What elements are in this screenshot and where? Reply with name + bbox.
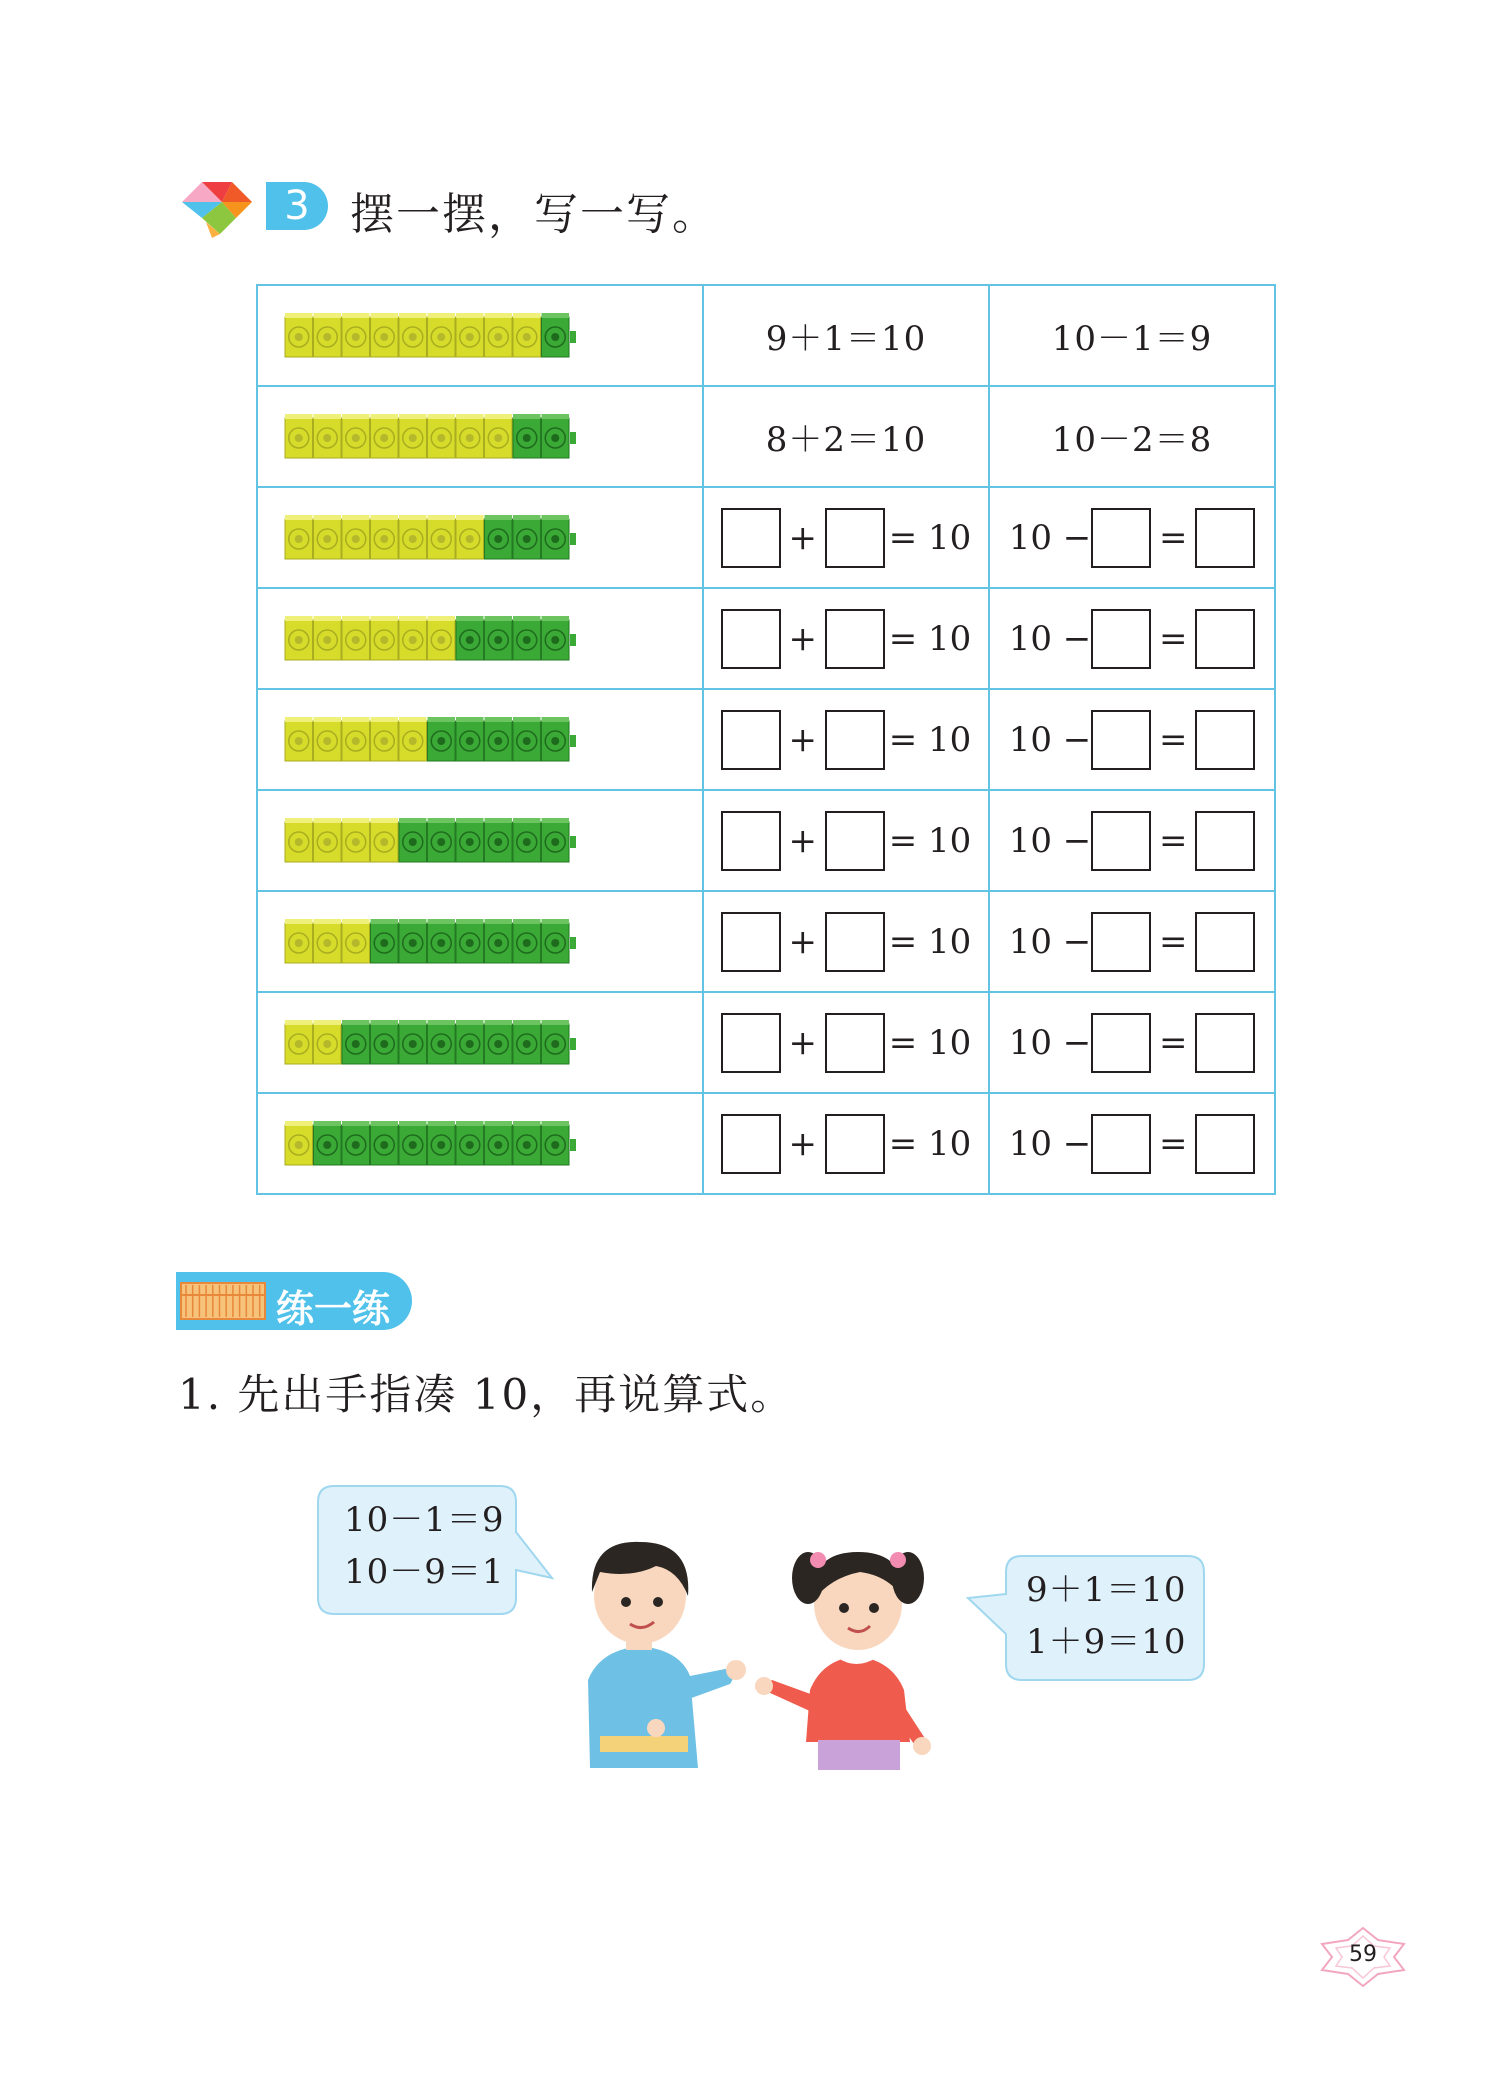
green-cube	[485, 919, 513, 963]
plus-sign: +	[788, 921, 817, 962]
green-cube	[342, 1121, 370, 1165]
equals-ten: = 10	[888, 1022, 972, 1063]
equals-ten: = 10	[888, 820, 972, 861]
cube-connector	[570, 1139, 576, 1151]
answer-box[interactable]	[1195, 912, 1255, 972]
table-row	[257, 487, 1275, 588]
green-cube	[456, 616, 484, 660]
answer-box[interactable]	[721, 1114, 781, 1174]
yellow-cube	[314, 515, 342, 559]
yellow-cube	[513, 313, 541, 357]
yellow-cube	[285, 919, 313, 963]
green-cube	[513, 1020, 541, 1064]
answer-box[interactable]	[1091, 609, 1151, 669]
yellow-cube	[285, 1121, 313, 1165]
cube-train	[284, 817, 579, 865]
yellow-cube	[399, 515, 427, 559]
cube-cell	[257, 487, 703, 588]
answer-box[interactable]	[1195, 508, 1255, 568]
green-cube	[456, 1020, 484, 1064]
answer-box[interactable]	[1091, 1114, 1151, 1174]
addition-blank-cell	[703, 689, 989, 790]
cube-cell	[257, 285, 703, 386]
answer-box[interactable]	[1091, 710, 1151, 770]
yellow-cube	[342, 616, 370, 660]
cube-connector	[570, 836, 576, 848]
yellow-cube	[285, 717, 313, 761]
section-title: 摆一摆，写一写。	[350, 189, 718, 240]
green-cube	[513, 818, 541, 862]
yellow-cube	[285, 616, 313, 660]
green-cube	[456, 717, 484, 761]
green-cube	[513, 1121, 541, 1165]
green-cube	[399, 1020, 427, 1064]
green-cube	[542, 1020, 570, 1064]
green-cube	[542, 818, 570, 862]
cube-train	[284, 312, 579, 360]
answer-box[interactable]	[1091, 1013, 1151, 1073]
cube-train	[284, 413, 579, 461]
yellow-cube	[342, 515, 370, 559]
answer-box[interactable]	[1091, 811, 1151, 871]
addition-blank-cell	[703, 588, 989, 689]
girl-figure	[755, 1552, 931, 1770]
yellow-cube	[456, 313, 484, 357]
green-cube	[485, 616, 513, 660]
cube-train	[284, 514, 579, 562]
addition-blank-cell	[703, 487, 989, 588]
yellow-cube	[399, 414, 427, 458]
addition-equation: 9＋1＝10	[703, 285, 989, 386]
answer-box[interactable]	[825, 609, 885, 669]
answer-box[interactable]	[1195, 710, 1255, 770]
page-number: 59	[1349, 1942, 1377, 1967]
plus-sign: +	[788, 618, 817, 659]
yellow-cube	[428, 313, 456, 357]
answer-box[interactable]	[825, 912, 885, 972]
ten-minus: 10 −	[1008, 719, 1092, 760]
green-cube	[542, 515, 570, 559]
answer-box[interactable]	[721, 609, 781, 669]
plus-sign: +	[788, 719, 817, 760]
table-row	[257, 689, 1275, 790]
yellow-cube	[485, 414, 513, 458]
answer-box[interactable]	[721, 912, 781, 972]
answer-box[interactable]	[825, 811, 885, 871]
green-cube	[542, 414, 570, 458]
green-cube	[428, 1121, 456, 1165]
cube-cell	[257, 1093, 703, 1194]
answer-box[interactable]	[825, 1013, 885, 1073]
plus-sign: +	[788, 820, 817, 861]
green-cube	[485, 1020, 513, 1064]
cube-train	[284, 615, 579, 663]
cube-train	[284, 716, 579, 764]
ten-minus: 10 −	[1008, 618, 1092, 659]
cube-connector	[570, 1038, 576, 1050]
yellow-cube	[314, 1020, 342, 1064]
cube-connector	[570, 937, 576, 949]
cube-cell	[257, 891, 703, 992]
yellow-cube	[314, 818, 342, 862]
ten-minus: 10 −	[1008, 1022, 1092, 1063]
green-cube	[542, 616, 570, 660]
plus-sign: +	[788, 1022, 817, 1063]
green-cube	[485, 1121, 513, 1165]
green-cube	[485, 515, 513, 559]
green-cube	[456, 1121, 484, 1165]
addition-blank-cell	[703, 992, 989, 1093]
yellow-cube	[314, 616, 342, 660]
answer-box[interactable]	[721, 811, 781, 871]
yellow-cube	[314, 717, 342, 761]
yellow-cube	[428, 414, 456, 458]
yellow-cube	[371, 313, 399, 357]
equals-ten: = 10	[888, 719, 972, 760]
plus-sign: +	[788, 1123, 817, 1164]
yellow-cube	[342, 313, 370, 357]
yellow-cube	[399, 313, 427, 357]
table-row	[257, 992, 1275, 1093]
table-row	[257, 891, 1275, 992]
green-cube	[542, 717, 570, 761]
cube-connector	[570, 634, 576, 646]
equals-sign: =	[1159, 517, 1188, 558]
table-row	[257, 790, 1275, 891]
equals-sign: =	[1159, 618, 1188, 659]
ten-minus: 10 −	[1008, 517, 1092, 558]
subtraction-blank-cell	[989, 1093, 1275, 1194]
yellow-cube	[285, 515, 313, 559]
subtraction-blank-cell	[989, 992, 1275, 1093]
green-cube	[314, 1121, 342, 1165]
green-cube	[399, 1121, 427, 1165]
answer-box[interactable]	[721, 1013, 781, 1073]
addition-table	[256, 284, 1276, 1195]
yellow-cube	[399, 616, 427, 660]
plus-sign: +	[788, 517, 817, 558]
girl-bubble-text	[1026, 1564, 1187, 1668]
boy-equation-1: 10－1＝9	[344, 1500, 505, 1540]
girl-equation-2: 1＋9＝10	[1026, 1622, 1187, 1662]
subtraction-blank-cell	[989, 790, 1275, 891]
answer-box[interactable]	[1091, 912, 1151, 972]
answer-box[interactable]	[1091, 508, 1151, 568]
cube-connector	[570, 735, 576, 747]
yellow-cube	[371, 818, 399, 862]
green-cube	[513, 414, 541, 458]
equals-sign: =	[1159, 1123, 1188, 1164]
equals-ten: = 10	[888, 618, 972, 659]
answer-box[interactable]	[721, 710, 781, 770]
yellow-cube	[285, 313, 313, 357]
answer-box[interactable]	[1195, 1013, 1255, 1073]
yellow-cube	[314, 414, 342, 458]
question-1: 1. 先出手指凑 10，再说算式。	[178, 1370, 795, 1419]
cube-connector	[570, 533, 576, 545]
equals-sign: =	[1159, 921, 1188, 962]
table-row	[257, 1093, 1275, 1194]
answer-box[interactable]	[1195, 1114, 1255, 1174]
green-cube	[542, 919, 570, 963]
yellow-cube	[342, 414, 370, 458]
answer-box[interactable]	[825, 710, 885, 770]
green-cube	[513, 616, 541, 660]
boy-bubble-text	[344, 1494, 505, 1598]
green-cube	[371, 1121, 399, 1165]
yellow-cube	[371, 616, 399, 660]
green-cube	[428, 1020, 456, 1064]
cube-cell	[257, 689, 703, 790]
yellow-cube	[285, 818, 313, 862]
green-cube	[513, 515, 541, 559]
cube-cell	[257, 588, 703, 689]
yellow-cube	[456, 414, 484, 458]
ten-minus: 10 −	[1008, 1123, 1092, 1164]
cube-cell	[257, 386, 703, 487]
subtraction-blank-cell	[989, 689, 1275, 790]
yellow-cube	[342, 919, 370, 963]
equals-sign: =	[1159, 820, 1188, 861]
yellow-cube	[314, 919, 342, 963]
cube-train	[284, 1120, 579, 1168]
green-cube	[371, 919, 399, 963]
equals-sign: =	[1159, 719, 1188, 760]
equals-ten: = 10	[888, 921, 972, 962]
yellow-cube	[428, 616, 456, 660]
addition-blank-cell	[703, 891, 989, 992]
cube-train	[284, 1019, 579, 1067]
table-row	[257, 386, 1275, 487]
subtraction-equation: 10－1＝9	[989, 285, 1275, 386]
addition-blank-cell	[703, 1093, 989, 1194]
boy-equation-2: 10－9＝1	[344, 1552, 505, 1592]
subtraction-blank-cell	[989, 487, 1275, 588]
answer-box[interactable]	[1195, 609, 1255, 669]
cube-cell	[257, 790, 703, 891]
green-cube	[485, 717, 513, 761]
green-cube	[428, 717, 456, 761]
ten-minus: 10 −	[1008, 820, 1092, 861]
answer-box[interactable]	[825, 508, 885, 568]
section-number: 3	[266, 182, 328, 230]
girl-equation-1: 9＋1＝10	[1026, 1570, 1187, 1610]
table-row	[257, 285, 1275, 386]
green-cube	[513, 919, 541, 963]
green-cube	[342, 1020, 370, 1064]
green-cube	[399, 919, 427, 963]
addition-blank-cell	[703, 790, 989, 891]
green-cube	[428, 919, 456, 963]
table-row	[257, 588, 1275, 689]
cube-cell	[257, 992, 703, 1093]
practice-label: 练一练	[276, 1287, 391, 1331]
abacus-icon	[180, 1282, 266, 1320]
green-cube	[399, 818, 427, 862]
cube-connector	[570, 432, 576, 444]
subtraction-blank-cell	[989, 588, 1275, 689]
yellow-cube	[314, 313, 342, 357]
subtraction-blank-cell	[989, 891, 1275, 992]
green-cube	[456, 818, 484, 862]
yellow-cube	[428, 515, 456, 559]
yellow-cube	[485, 313, 513, 357]
equals-sign: =	[1159, 1022, 1188, 1063]
cube-train	[284, 918, 579, 966]
green-cube	[542, 313, 570, 357]
practice-badge	[176, 1272, 412, 1330]
ten-minus: 10 −	[1008, 921, 1092, 962]
yellow-cube	[371, 717, 399, 761]
answer-box[interactable]	[1195, 811, 1255, 871]
yellow-cube	[342, 717, 370, 761]
boy-figure	[588, 1542, 746, 1768]
equals-ten: = 10	[888, 517, 972, 558]
yellow-cube	[399, 717, 427, 761]
yellow-cube	[371, 414, 399, 458]
yellow-cube	[371, 515, 399, 559]
subtraction-equation: 10－2＝8	[989, 386, 1275, 487]
green-cube	[485, 818, 513, 862]
equals-ten: = 10	[888, 1123, 972, 1164]
green-cube	[542, 1121, 570, 1165]
green-cube	[513, 717, 541, 761]
yellow-cube	[342, 818, 370, 862]
yellow-cube	[456, 515, 484, 559]
green-cube	[371, 1020, 399, 1064]
tangram-icon	[180, 176, 256, 238]
yellow-cube	[285, 414, 313, 458]
children-illustration	[560, 1500, 980, 1770]
green-cube	[456, 919, 484, 963]
addition-equation: 8＋2＝10	[703, 386, 989, 487]
green-cube	[428, 818, 456, 862]
cube-connector	[570, 331, 576, 343]
answer-box[interactable]	[825, 1114, 885, 1174]
answer-box[interactable]	[721, 508, 781, 568]
page-number-badge	[1318, 1926, 1408, 1988]
yellow-cube	[285, 1020, 313, 1064]
